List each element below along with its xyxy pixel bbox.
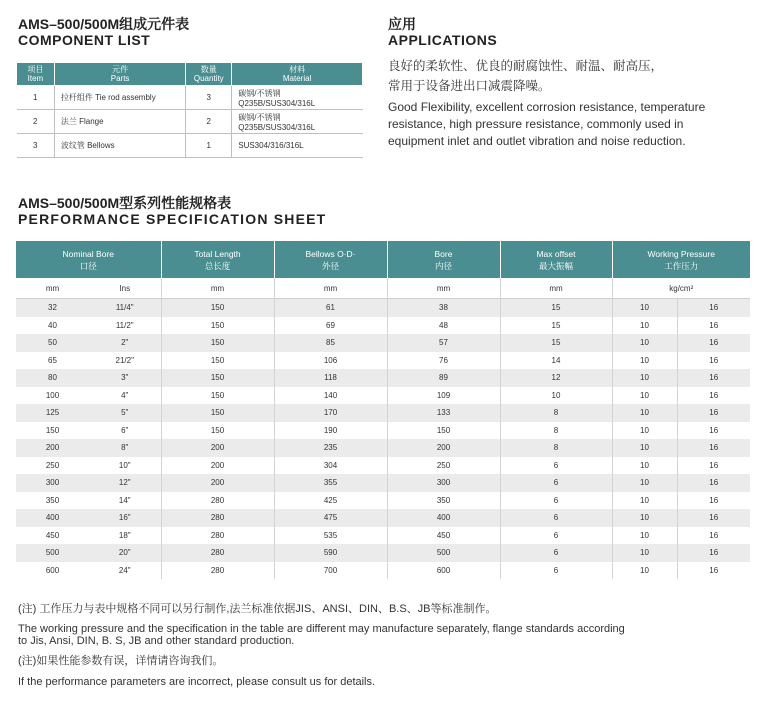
table-cell: 16 — [677, 474, 750, 492]
table-row — [16, 492, 750, 510]
table-cell: 10 — [612, 422, 677, 440]
header-max-offset: Max offset 最大振幅 — [500, 241, 612, 278]
table-cell: 15 — [500, 334, 612, 352]
table-cell: 10 — [612, 352, 677, 370]
table-cell: 61 — [274, 299, 387, 317]
table-cell: 170 — [274, 404, 387, 422]
table-cell: 200 — [161, 439, 274, 457]
table-cell: 16 — [677, 299, 750, 317]
table-cell: 140 — [274, 387, 387, 405]
table-row — [16, 562, 750, 580]
table-row — [16, 544, 750, 562]
table-cell: 600 — [387, 562, 500, 580]
table-cell: 40 — [48, 320, 57, 330]
table-cell: 150 — [161, 422, 274, 440]
table-row — [16, 439, 750, 457]
table-cell: 69 — [274, 317, 387, 335]
table-cell: 350 — [45, 495, 60, 505]
table-cell: 235 — [274, 439, 387, 457]
table-cell: 125 — [16, 404, 89, 422]
table-row — [16, 299, 750, 317]
table-cell: 6" — [89, 422, 161, 440]
table-cell: 18" — [89, 527, 161, 545]
table-cell: 16 — [709, 530, 719, 540]
table-cell: 16 — [677, 334, 750, 352]
applications-text-en-3: equipment inlet and outlet vibration and noise reduction. — [388, 134, 686, 148]
table-cell: 16 — [709, 390, 719, 400]
table-cell: 280 — [161, 562, 274, 580]
table-cell: 10 — [612, 457, 677, 475]
component-cell-part: 波纹管 Bellows — [54, 134, 185, 158]
table-cell: 450 — [45, 530, 60, 540]
component-row — [17, 86, 363, 110]
table-cell: 200 — [387, 439, 500, 457]
table-cell: 10" — [89, 457, 161, 475]
table-cell: 10 — [612, 369, 677, 387]
component-header-material: 材料 Material — [232, 63, 363, 86]
component-table — [16, 62, 363, 158]
table-cell: 6 — [500, 457, 612, 475]
note-en-1b: to Jis, Ansi, DIN, B. S, JB and other standard production. — [18, 635, 295, 647]
unit-cell: kg/cm² — [612, 278, 750, 299]
table-cell: 11/2" — [89, 317, 161, 335]
table-row — [16, 509, 750, 527]
table-cell: 8 — [500, 422, 612, 440]
component-header-row — [17, 63, 363, 86]
table-cell: 16 — [677, 509, 750, 527]
component-title-en: COMPONENT LIST — [18, 32, 151, 48]
component-cell-qty: 1 — [186, 134, 232, 158]
table-row — [16, 422, 750, 440]
table-cell: 50 — [16, 334, 89, 352]
header-nominal-bore: Nominal Bore 口径 — [16, 241, 161, 278]
applications-text-cn-2: 常用于设备进出口减震降噪。 — [388, 79, 551, 93]
table-cell: 133 — [387, 404, 500, 422]
table-row — [16, 369, 750, 387]
table-cell: 150 — [161, 334, 274, 352]
table-cell: 10 — [612, 509, 677, 527]
table-cell: 280 — [161, 527, 274, 545]
performance-title-en: PERFORMANCE SPECIFICATION SHEET — [18, 211, 327, 227]
table-cell: 150 — [161, 317, 274, 335]
performance-table — [16, 241, 750, 579]
table-cell: 150 — [161, 352, 274, 370]
table-cell: 16 — [709, 355, 719, 365]
header-bore: Bore 内径 — [387, 241, 500, 278]
table-cell: 350 — [387, 492, 500, 510]
table-row — [16, 317, 750, 335]
component-cell-material: SUS304/316/316L — [232, 134, 363, 158]
table-row — [16, 387, 750, 405]
table-cell: 10 — [612, 492, 677, 510]
table-cell: 10 — [612, 317, 677, 335]
component-cell-part: 拉杆组件 Tie rod assembly — [54, 86, 185, 110]
table-row — [16, 527, 750, 545]
table-cell: 280 — [161, 509, 274, 527]
applications-text-en-2: resistance, high pressure resistance, commonly used in — [388, 117, 684, 131]
applications-text-en-1: Good Flexibility, excellent corrosion resistance, temperature — [388, 100, 706, 114]
component-row — [17, 110, 363, 134]
table-cell: 21/2" — [89, 352, 161, 370]
table-cell: 10 — [612, 439, 677, 457]
component-cell-material: 碳钢/不锈钢 Q235B/SUS304/316L — [232, 110, 363, 134]
table-cell: 500 — [387, 544, 500, 562]
table-cell: 10 — [612, 544, 677, 562]
component-cell-material: 碳钢/不锈钢 Q235B/SUS304/316L — [232, 86, 363, 110]
table-cell: 150 — [161, 299, 274, 317]
table-cell: 200 — [161, 457, 274, 475]
note-en-2: If the performance parameters are incorrect, please consult us for details. — [18, 676, 376, 688]
table-cell: 250 — [45, 460, 60, 470]
unit-cell: mm — [387, 278, 500, 299]
component-cell-item: 2 — [17, 110, 55, 134]
table-cell: 450 — [387, 527, 500, 545]
table-cell: 109 — [387, 387, 500, 405]
table-cell: 8 — [500, 439, 612, 457]
note-en-1a: The working pressure and the specification in the table are different may manufacture separately, flange standards according — [18, 623, 625, 635]
table-cell: 12 — [500, 369, 612, 387]
table-cell: 400 — [387, 509, 500, 527]
table-cell: 106 — [274, 352, 387, 370]
table-row — [16, 404, 750, 422]
table-cell: 590 — [274, 544, 387, 562]
header-total-length: Total Length 总长度 — [161, 241, 274, 278]
table-cell: 15 — [500, 299, 612, 317]
component-header-item: 项目 Item — [17, 63, 55, 86]
table-cell: 355 — [274, 474, 387, 492]
table-cell: 10 — [500, 387, 612, 405]
units-row — [16, 278, 750, 299]
table-cell: 150 — [45, 425, 60, 435]
table-cell: 14 — [500, 352, 612, 370]
table-cell: 100 — [45, 390, 60, 400]
table-cell: 48 — [387, 317, 500, 335]
table-row — [16, 352, 750, 370]
table-cell: 150 — [161, 369, 274, 387]
table-cell: 280 — [161, 544, 274, 562]
table-cell: 57 — [387, 334, 500, 352]
table-cell: 16 — [709, 320, 719, 330]
table-cell: 2" — [89, 334, 161, 352]
applications-title-en: APPLICATIONS — [388, 32, 498, 48]
table-cell: 16" — [89, 509, 161, 527]
performance-header-row — [16, 241, 750, 278]
table-cell: 535 — [274, 527, 387, 545]
table-row — [16, 474, 750, 492]
table-cell: 475 — [274, 509, 387, 527]
note-cn-1: (注) 工作压力与表中规格不同可以另行制作,法兰标准依据JIS、ANSI、DIN、B.S、JB等标准制作。 — [18, 603, 497, 615]
table-cell: 16 — [709, 495, 719, 505]
applications-text-cn-1: 良好的柔软性、优良的耐腐蚀性、耐温、耐高压， — [388, 59, 664, 73]
table-cell: 150 — [161, 404, 274, 422]
component-cell-item: 3 — [17, 134, 55, 158]
table-cell: 20" — [89, 544, 161, 562]
table-cell: 16 — [677, 404, 750, 422]
table-cell: 190 — [274, 422, 387, 440]
header-working-pressure: Working Pressure 工作压力 — [612, 241, 750, 278]
table-cell: 16 — [677, 439, 750, 457]
table-cell: 150 — [387, 422, 500, 440]
table-cell: 16 — [677, 544, 750, 562]
applications-title-cn: 应用 — [388, 16, 416, 32]
table-cell: 6 — [500, 474, 612, 492]
table-cell: 700 — [274, 562, 387, 580]
component-cell-qty: 2 — [186, 110, 232, 134]
table-cell: 6 — [500, 509, 612, 527]
table-cell: 118 — [274, 369, 387, 387]
table-cell: 10 — [612, 334, 677, 352]
table-cell: 10 — [612, 527, 677, 545]
table-cell: 6 — [500, 492, 612, 510]
table-cell: 200 — [16, 439, 89, 457]
table-cell: 65 — [48, 355, 57, 365]
performance-title-cn: AMS–500/500M型系列性能规格表 — [18, 195, 232, 211]
unit-cell: Ins — [89, 278, 161, 299]
table-cell: 12" — [89, 474, 161, 492]
table-cell: 600 — [45, 565, 60, 575]
table-cell: 4" — [89, 387, 161, 405]
component-row — [17, 134, 363, 158]
table-cell: 150 — [161, 387, 274, 405]
note-cn-2: (注)如果性能参数有误，详情请咨询我们。 — [18, 655, 224, 667]
table-cell: 6 — [500, 527, 612, 545]
component-cell-item: 1 — [17, 86, 55, 110]
component-header-parts: 元件 Parts — [54, 63, 185, 86]
table-cell: 10 — [612, 299, 677, 317]
table-cell: 16 — [677, 369, 750, 387]
table-cell: 300 — [16, 474, 89, 492]
table-cell: 300 — [387, 474, 500, 492]
table-cell: 16 — [709, 565, 719, 575]
table-cell: 304 — [274, 457, 387, 475]
table-cell: 11/4" — [89, 299, 161, 317]
table-cell: 500 — [16, 544, 89, 562]
component-cell-qty: 3 — [186, 86, 232, 110]
table-cell: 76 — [387, 352, 500, 370]
table-cell: 8 — [500, 404, 612, 422]
table-cell: 8" — [89, 439, 161, 457]
table-cell: 3" — [89, 369, 161, 387]
table-cell: 6 — [500, 544, 612, 562]
table-cell: 14" — [89, 492, 161, 510]
table-cell: 16 — [709, 460, 719, 470]
component-header-quantity: 数量 Quantity — [186, 63, 232, 86]
table-row — [16, 457, 750, 475]
table-cell: 200 — [161, 474, 274, 492]
table-cell: 89 — [387, 369, 500, 387]
table-cell: 24" — [89, 562, 161, 580]
table-cell: 32 — [16, 299, 89, 317]
unit-cell: mm — [16, 278, 89, 299]
table-cell: 16 — [709, 425, 719, 435]
table-cell: 10 — [612, 474, 677, 492]
table-cell: 400 — [16, 509, 89, 527]
component-title-cn: AMS–500/500M组成元件表 — [18, 16, 190, 32]
table-cell: 38 — [387, 299, 500, 317]
table-cell: 280 — [161, 492, 274, 510]
table-cell: 425 — [274, 492, 387, 510]
unit-cell: mm — [161, 278, 274, 299]
table-row — [16, 334, 750, 352]
table-cell: 80 — [16, 369, 89, 387]
table-cell: 15 — [500, 317, 612, 335]
table-cell: 6 — [500, 562, 612, 580]
table-cell: 10 — [612, 404, 677, 422]
table-cell: 85 — [274, 334, 387, 352]
component-cell-part: 法兰 Flange — [54, 110, 185, 134]
table-cell: 5" — [89, 404, 161, 422]
table-cell: 10 — [612, 562, 677, 580]
table-cell: 250 — [387, 457, 500, 475]
unit-cell: mm — [274, 278, 387, 299]
header-bellows-od: Bellows O·D· 外径 — [274, 241, 387, 278]
table-cell: 10 — [612, 387, 677, 405]
unit-cell: mm — [500, 278, 612, 299]
